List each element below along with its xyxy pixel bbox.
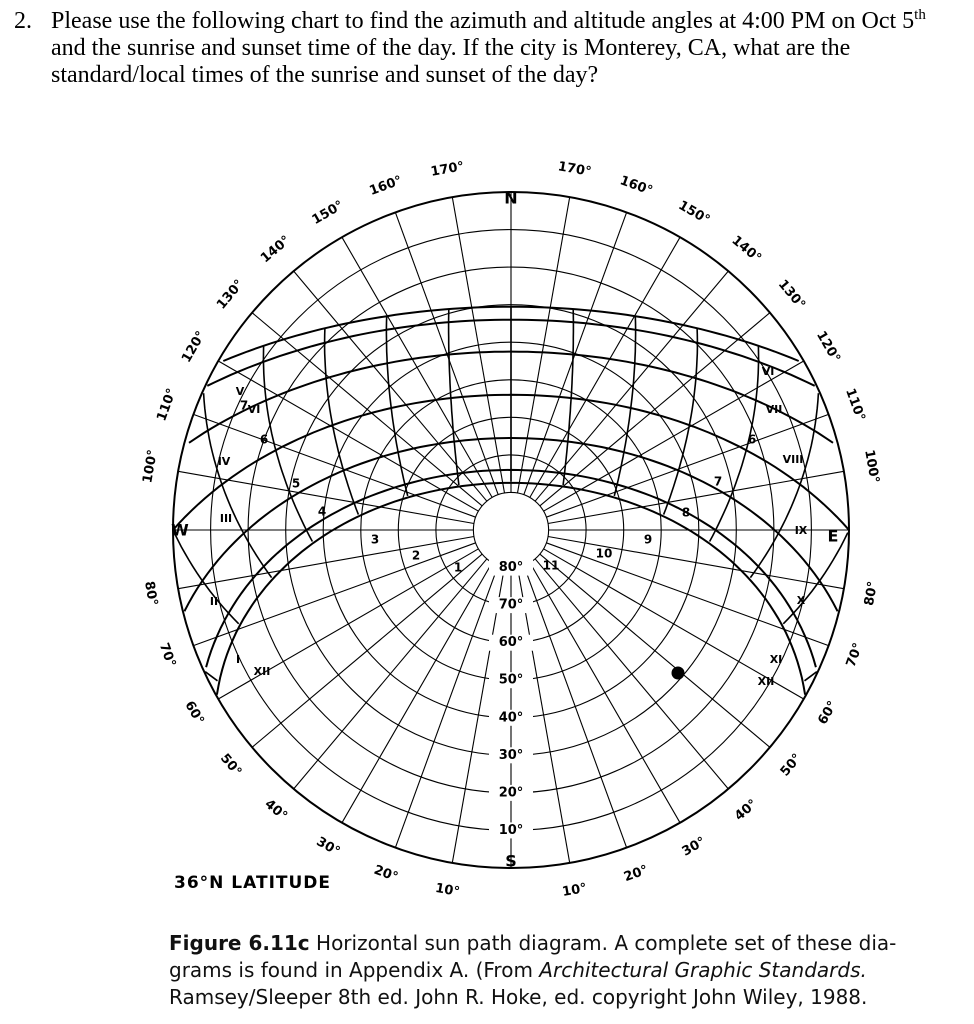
month-label: XII [253,665,271,678]
azimuth-line [294,559,487,789]
altitude-label: 40° [498,710,524,726]
azimuth-label: 20° [371,862,400,886]
azimuth-line [535,271,728,501]
azimuth-label: 170° [429,159,466,180]
hour-label: 6 [747,432,757,447]
hour-label: 9 [643,532,653,547]
azimuth-label: 160° [617,173,655,199]
month-label: VIII [782,453,804,466]
azimuth-label: 150° [675,198,713,228]
azimuth-line [524,565,627,847]
azimuth-line [530,563,680,823]
azimuth-line [395,565,498,847]
azimuth-line [540,313,770,506]
azimuth-line [452,197,504,493]
month-label: VI [761,365,775,378]
azimuth-label: 70° [843,641,867,670]
azimuth-line [252,313,482,506]
altitude-label: 70° [498,597,524,613]
azimuth-label: 40° [732,796,761,825]
azimuth-line [518,197,570,493]
azimuth-line [291,271,487,501]
altitude-ring [473,492,548,567]
azimuth-label: 140° [728,233,764,267]
azimuth-line [395,212,498,494]
figure-caption [169,930,959,1011]
hour-label: 1 [453,560,463,575]
azimuth-label: 60° [181,698,207,728]
hour-label: 3 [370,532,380,547]
azimuth-line [535,559,728,789]
hour-label: 11 [542,558,560,573]
hour-line [783,533,848,624]
altitude-label: 20° [498,785,524,801]
marked-point [672,667,684,679]
question-number: 2. [14,8,32,34]
azimuth-label: 140° [258,233,294,267]
west-label: W [171,520,189,540]
hour-label: 5 [291,476,301,491]
month-label: IV [217,455,231,468]
month-label: IX [794,524,808,537]
azimuth-label: 80° [141,580,161,607]
hour-label: 7 [713,474,723,489]
month-label: VI [247,403,261,416]
azimuth-label: 120° [813,328,843,366]
azimuth-label: 40° [261,796,290,825]
south-label: S [505,851,517,871]
azimuth-label: 50° [216,751,245,780]
question-superscript: th [914,7,926,23]
question-text-part-2: and the sunrise and sunset time of the day. If the city is Monterey, CA, what are the standard/local times of the sunrise and sunset of the day? [51,35,851,88]
month-label: I [235,653,241,666]
azimuth-line [540,554,770,747]
azimuth-label: 160° [367,173,405,199]
azimuth-label: 110° [842,386,868,424]
azimuth-label: 130° [774,277,808,313]
north-label: N [504,188,518,208]
azimuth-line [546,543,828,646]
hour-label: 10 [595,546,613,561]
azimuth-label: 10° [434,880,461,900]
latitude-label: 36°N LATITUDE [174,873,332,893]
azimuth-line [252,554,482,747]
hour-label: 7 [239,398,249,413]
azimuth-label: 30° [313,834,343,860]
azimuth-label: 150° [309,198,347,228]
hour-label: 6 [259,432,269,447]
caption-source: Architectural Graphic Standards. [539,958,867,982]
azimuth-label: 20° [622,862,651,886]
azimuth-label: 80° [861,580,881,607]
azimuth-label: 120° [179,328,209,366]
question-text-part-1: Please use the following chart to find the azimuth and altitude angles at 4:00 PM on Oct 5 [51,8,915,34]
figure-label: Figure 6.11c [169,931,310,955]
azimuth-label: 10° [561,880,588,900]
month-label: X [796,594,806,607]
caption-text-1: Horizontal sun path diagram. A complete set of these dia-grams is found in Appendix A. (From [169,931,897,982]
azimuth-label: 100° [861,448,882,485]
month-label: XI [769,653,783,666]
azimuth-label: 170° [556,159,593,180]
caption-text-2: Ramsey/Sleeper 8th ed. John R. Hoke, ed. copyright John Wiley, 1988. [169,985,868,1009]
altitude-label: 80° [498,560,524,576]
east-label: E [827,526,839,546]
month-label: II [209,595,219,608]
hour-label: 2 [411,548,421,563]
azimuth-label: 110° [154,386,180,424]
azimuth-line [193,543,475,646]
hour-label: 4 [317,504,327,519]
azimuth-label: 70° [155,641,179,670]
azimuth-label: 130° [214,277,248,313]
month-label: XII [757,675,775,688]
azimuth-line [193,414,475,517]
azimuth-label: 60° [815,698,841,728]
altitude-label: 50° [498,672,524,688]
azimuth-line [342,560,492,823]
altitude-label: 60° [498,635,524,651]
azimuth-label: 100° [140,448,161,485]
diagram-grid [173,192,849,868]
hour-line [174,533,239,624]
azimuth-line [548,537,844,589]
hour-label: 8 [681,505,691,520]
azimuth-label: 30° [679,834,709,860]
month-label: V [235,385,245,398]
month-label: III [219,512,233,525]
altitude-label: 30° [498,747,524,763]
altitude-label: 10° [498,822,524,838]
month-label: VII [765,403,783,416]
azimuth-line [524,212,627,494]
azimuth-label: 50° [777,751,806,780]
azimuth-line [178,537,474,589]
